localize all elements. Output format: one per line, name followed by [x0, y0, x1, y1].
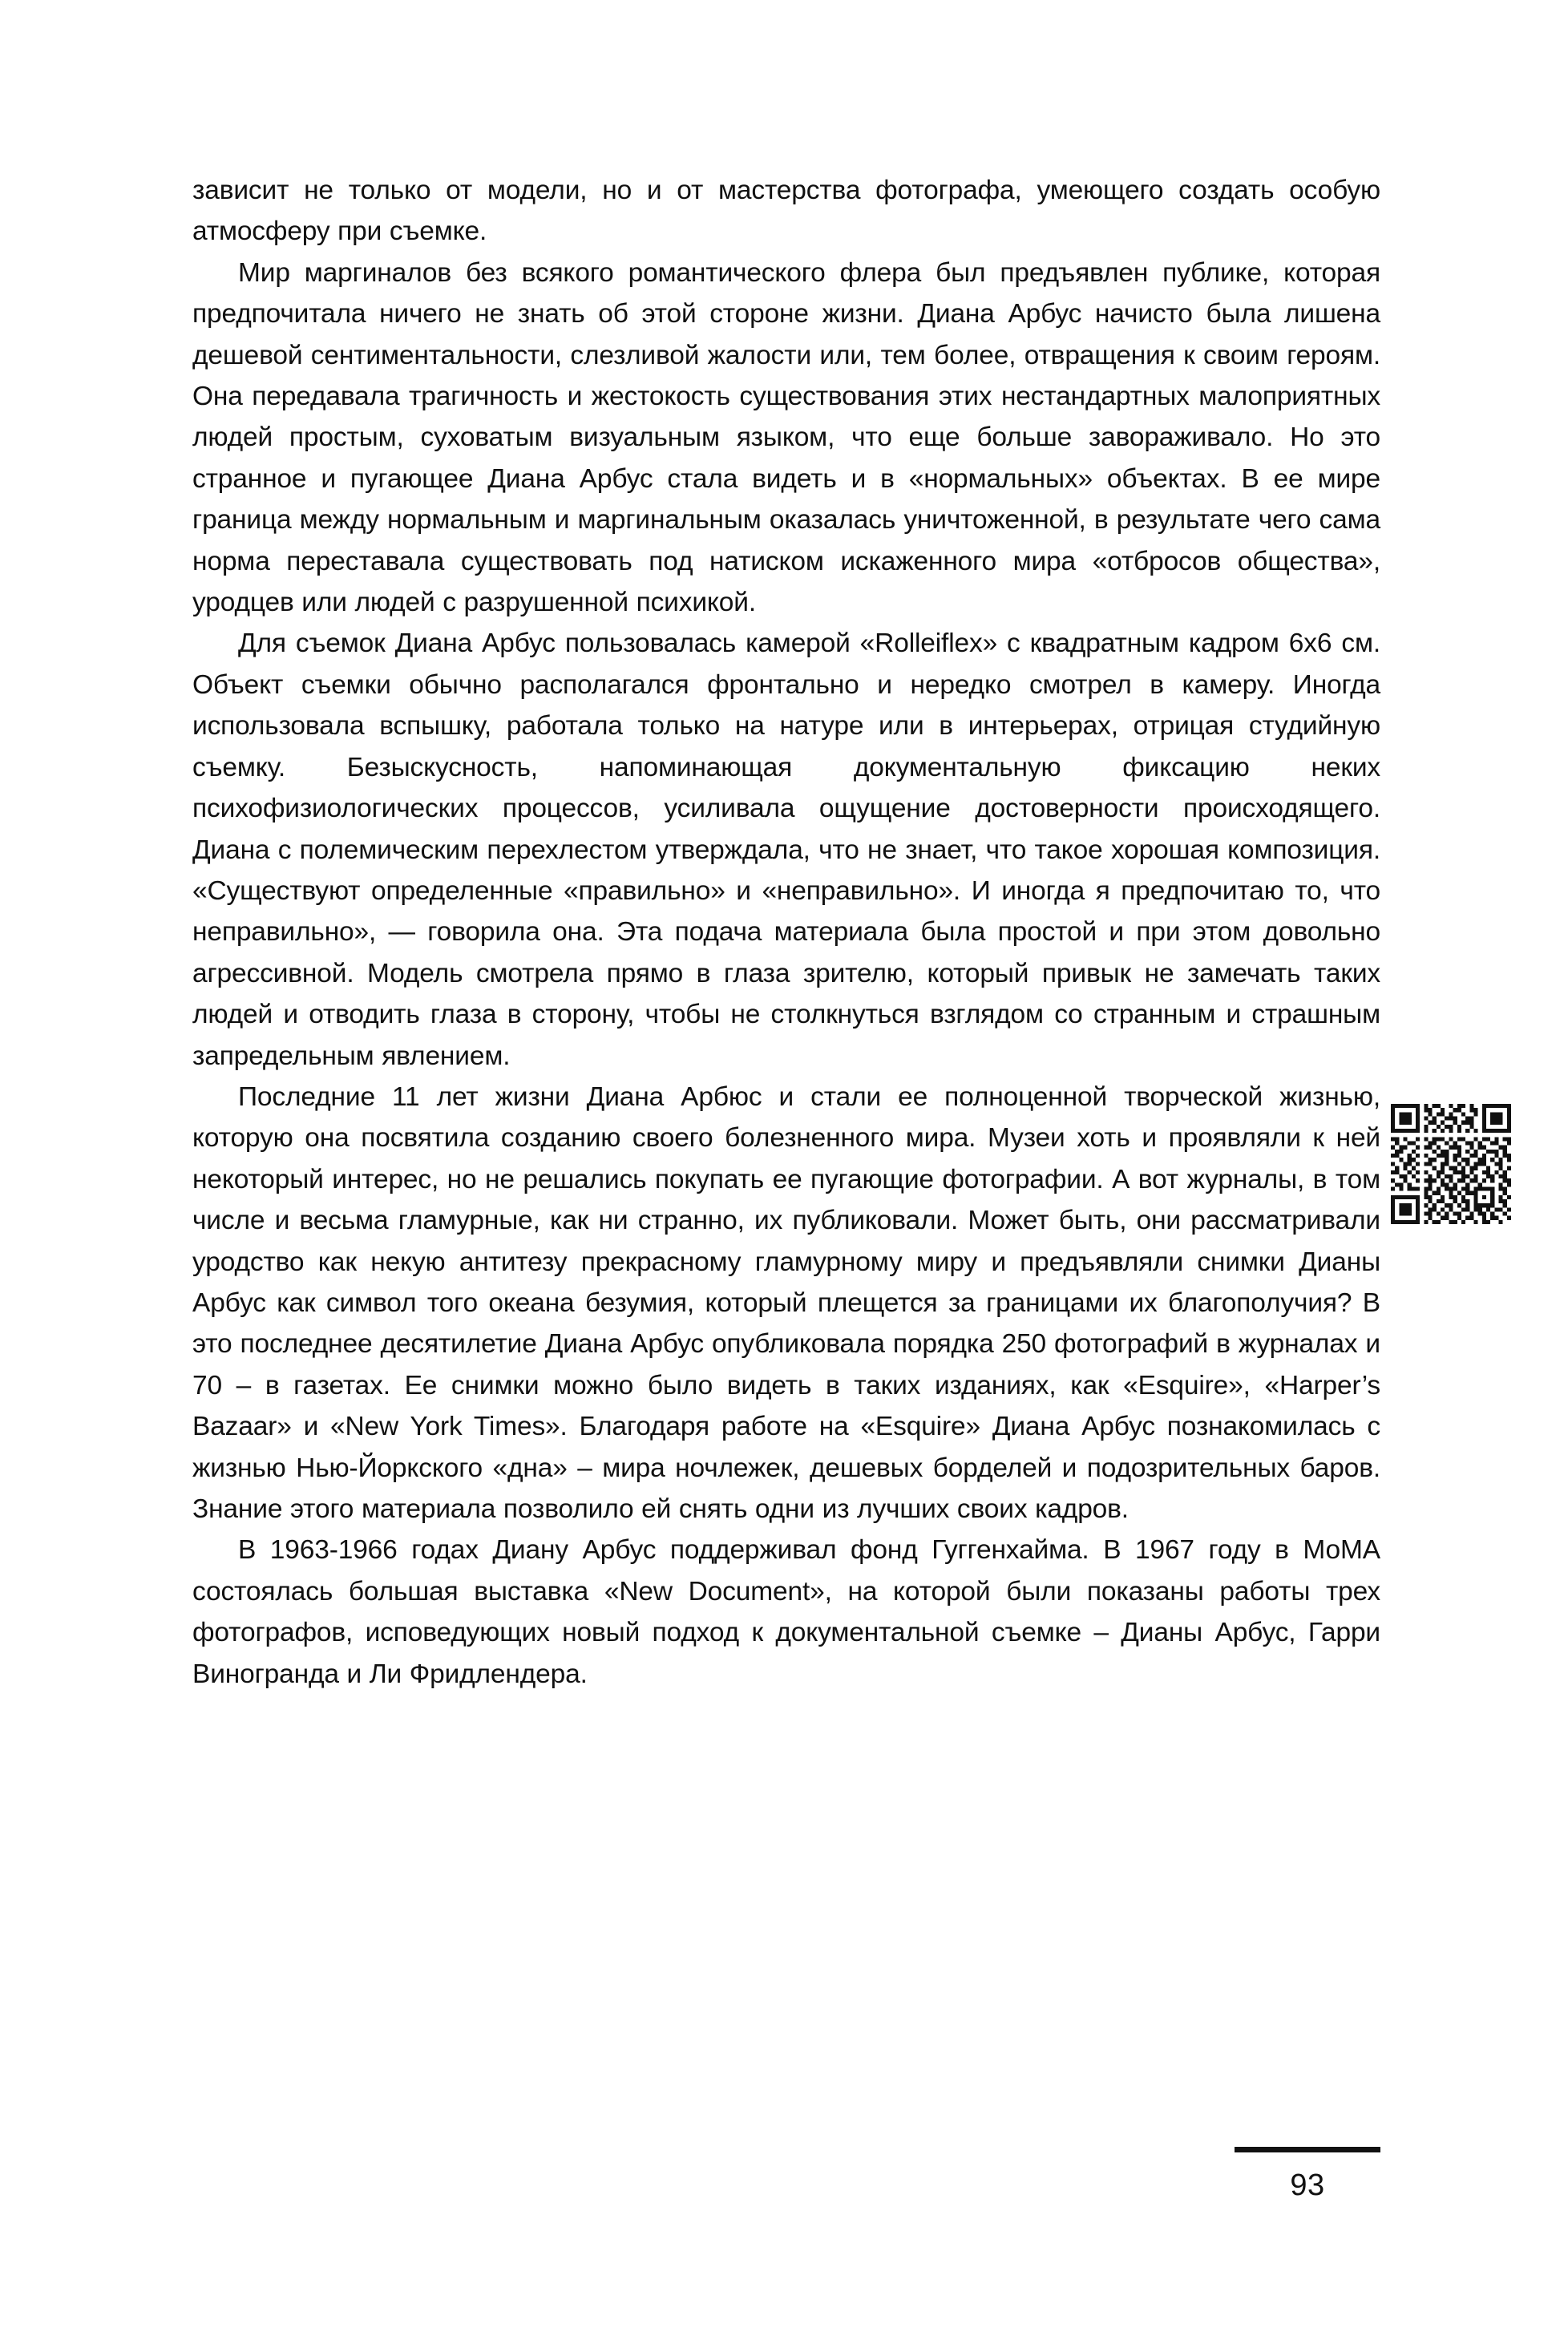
paragraph-guggenheim: В 1963-1966 годах Диану Арбус поддерживал фонд Гуггенхайма. В 1967 году в МоМА состоялась большая выставка «New Document», на которой были показаны работы трех фотографов, исповедующих новый подход к документальной съемке – Дианы Арбус, Гарри Виногранда и Ли Фридлендера. [192, 1535, 1380, 1689]
folio-rule [1235, 2147, 1380, 2152]
paragraph-continuation: зависит не только от модели, но и от мастерства фотографа, умеющего создать особую атмосферу при съемке. [192, 176, 1380, 247]
body-text-column [192, 170, 1380, 1695]
paragraph-last-11-years: Последние 11 лет жизни Диана Арбюс и стали ее полноценной творческой жизнью, которую она посвятила созданию своего болезненного мира. Музеи хоть и проявляли к ней некоторый интерес, но не решались покупать ее пугающие фотографии. А вот журналы, в том числе и весьма гламурные, как ни странно, их публиковали. Может быть, они рассматривали уродство как некую антитезу прекрасному гламурному миру и предъявляли снимки Дианы Арбус как символ того океана безумия, который плещется за границами их благополучия? В это последнее десятилетие Диана Арбус опубликовала порядка 250 фотографий в журналах и 70 – в газетах. Ее снимки можно было видеть в таких изданиях, как «Esquire», «Harper’s Bazaar» и «New York Times». Благодаря работе на «Esquire» Диана Арбус познакомилась с жизнью Нью-Йоркского «дна» – мира ночлежек, дешевых борделей и подозрительных баров. Знание этого материала позволило ей снять одни из лучших своих кадров. [192, 1081, 1380, 1524]
paragraph-marginals: Мир маргиналов без всякого романтического флера был предъявлен публике, которая предпочитала ничего не знать об этой стороне жизни. Диана Арбус начисто была лишена дешевой сентиментальности, слезливой жалости или, тем более, отвращения к своим героям. Она передавала трагичность и жестокость существования этих нестандартных малоприятных людей простым, суховатым визуальным языком, что еще больше завораживало. Но это странное и пугающее Диана Арбус стала видеть и в «нормальных» объектах. В ее мире граница между нормальным и маргинальным оказалась уничтоженной, в результате чего сама норма переставала существовать под натиском искаженного мира «отбросов общества», уродцев или людей с разрушенной психикой. [192, 257, 1380, 618]
page-number: 93 [1290, 2168, 1325, 2202]
paragraph-rolleiflex: Для съемок Диана Арбус пользовалась камерой «Rolleiflex» с квадратным кадром 6х6 см. Объект съемки обычно располагался фронтально и нередко смотрел в камеру. Иногда использовала вспышку, работала только на натуре или в интерьерах, отрицая студийную съемку. Безыскусность, напоминающая документальную фиксацию неких психофизиологических процессов, усиливала ощущение достоверности происходящего. Диана с полемическим перехлестом утверждала, что не знает, что такое хорошая композиция. «Существуют определенные «правильно» и «неправильно». И иногда я предпочитаю то, что неправильно», — говорила она. Эта подача материала была простой и при этом довольно агрессивной. Модель смотрела прямо в глаза зрителю, который привык не замечать таких людей и отводить глаза в сторону, чтобы не столкнуться взглядом со странным и страшным запредельным явлением. [192, 628, 1380, 1071]
qr-code-icon [1389, 1104, 1513, 1224]
